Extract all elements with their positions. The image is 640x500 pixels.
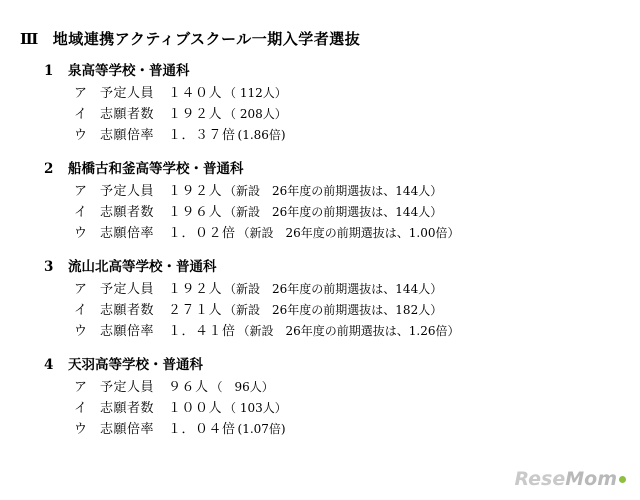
section-numeral: Ⅲ [20, 30, 39, 48]
row-value: １９２人 [168, 282, 223, 297]
row-marker: ウ [74, 324, 88, 339]
row-label: 志願倍率 [100, 226, 155, 241]
row-note: （新設 26年度の前期選抜は、1.00倍） [237, 226, 460, 240]
data-row [20, 124, 620, 143]
data-row [20, 222, 620, 241]
row-marker: イ [74, 401, 88, 416]
row-marker: イ [74, 303, 88, 318]
data-row [20, 103, 620, 122]
school-index: 3 [44, 259, 54, 275]
row-marker: イ [74, 205, 88, 220]
school-name: 天羽高等学校・普通科 [68, 357, 203, 373]
school-index: 2 [44, 161, 54, 177]
row-value: １．０４倍 [168, 422, 236, 437]
row-note: (1.07倍) [237, 422, 286, 436]
row-note: （新設 26年度の前期選抜は、1.26倍） [237, 324, 460, 338]
row-value: １．４１倍 [168, 324, 236, 339]
row-marker: ア [74, 86, 88, 101]
row-marker: ウ [74, 128, 88, 143]
watermark-text-secondary: Mom [565, 468, 617, 490]
row-label: 志願者数 [100, 107, 155, 122]
row-label: 予定人員 [100, 282, 155, 297]
data-row [20, 180, 620, 199]
row-value: １４０人 [168, 86, 223, 101]
row-marker: ウ [74, 226, 88, 241]
school-index: 1 [44, 63, 54, 79]
data-row [20, 299, 620, 318]
row-value: １．０２倍 [168, 226, 236, 241]
data-row [20, 82, 620, 101]
row-label: 志願倍率 [100, 422, 155, 437]
school-block [20, 255, 620, 339]
row-note: （新設 26年度の前期選抜は、144人） [224, 184, 443, 198]
row-value: ９６人 [168, 380, 209, 395]
row-note: （ 112人） [224, 86, 287, 100]
row-label: 予定人員 [100, 86, 155, 101]
data-row [20, 278, 620, 297]
school-index: 4 [44, 357, 54, 373]
school-block [20, 59, 620, 143]
row-note: （ 208人） [224, 107, 287, 121]
watermark-logo [514, 468, 626, 490]
row-note: （新設 26年度の前期選抜は、144人） [224, 205, 443, 219]
school-name: 流山北高等学校・普通科 [68, 259, 217, 275]
school-block [20, 353, 620, 437]
row-value: １９２人 [168, 107, 223, 122]
row-value: １９６人 [168, 205, 223, 220]
row-note: （新設 26年度の前期選抜は、144人） [224, 282, 443, 296]
row-label: 志願者数 [100, 303, 155, 318]
watermark-dot-icon [619, 476, 626, 483]
data-row [20, 376, 620, 395]
school-heading [20, 59, 620, 79]
row-label: 志願倍率 [100, 324, 155, 339]
data-row [20, 418, 620, 437]
watermark-text-primary: Rese [514, 468, 566, 490]
school-heading [20, 353, 620, 373]
page-title [20, 28, 620, 49]
row-marker: ウ [74, 422, 88, 437]
row-label: 志願倍率 [100, 128, 155, 143]
school-name: 船橋古和釜高等学校・普通科 [68, 161, 244, 177]
data-row [20, 320, 620, 339]
row-value: １．３７倍 [168, 128, 236, 143]
row-marker: ア [74, 380, 88, 395]
school-heading [20, 157, 620, 177]
school-block [20, 157, 620, 241]
row-note: (1.86倍) [237, 128, 286, 142]
row-value: １９２人 [168, 184, 223, 199]
row-note: （ 103人） [224, 401, 287, 415]
row-note: （ 96人） [210, 380, 274, 394]
row-marker: ア [74, 282, 88, 297]
data-row [20, 397, 620, 416]
page-title-text: 地域連携アクティブスクール一期入学者選抜 [52, 30, 361, 48]
data-row [20, 201, 620, 220]
row-label: 予定人員 [100, 184, 155, 199]
row-marker: イ [74, 107, 88, 122]
row-value: １００人 [168, 401, 223, 416]
row-label: 志願者数 [100, 205, 155, 220]
row-label: 志願者数 [100, 401, 155, 416]
row-marker: ア [74, 184, 88, 199]
row-value: ２７１人 [168, 303, 223, 318]
school-name: 泉高等学校・普通科 [68, 63, 190, 79]
row-label: 予定人員 [100, 380, 155, 395]
school-heading [20, 255, 620, 275]
row-note: （新設 26年度の前期選抜は、182人） [224, 303, 443, 317]
